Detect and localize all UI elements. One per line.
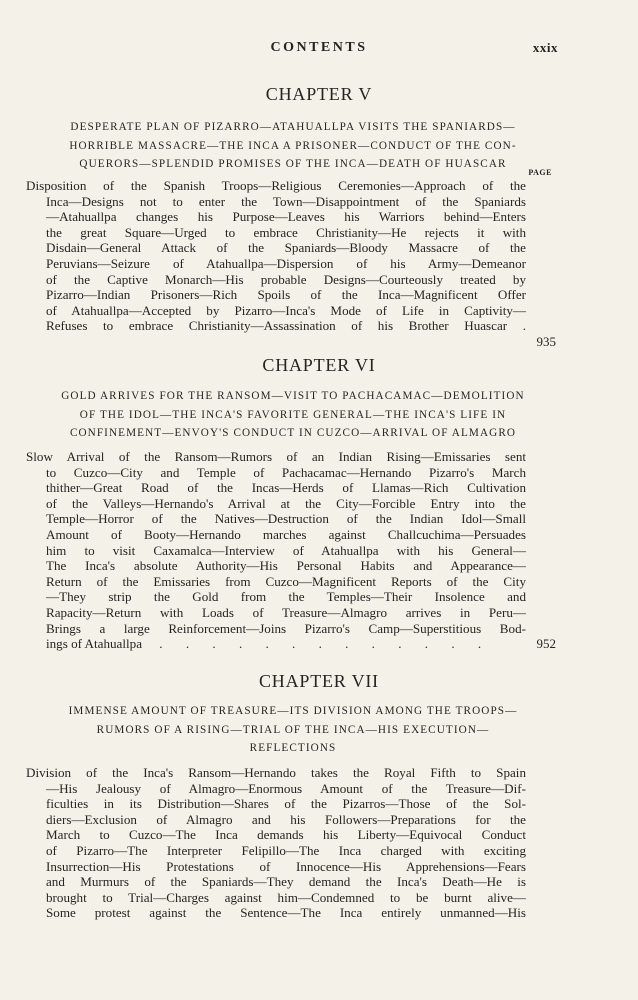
chapter-5-synopsis-line: QUERORS—SPLENDID PROMISES OF THE INCA—DEATH OF HUASCAR: [79, 158, 507, 170]
contents-line: Slow Arrival of the Ransom—Rumors of an Indian Rising—Emissaries sent: [26, 449, 526, 464]
running-head: [0, 40, 638, 60]
contents-line: Amount of Booty—Hernando marches against Challcuchima—Persuades: [46, 526, 526, 542]
page-column-label: PAGE: [528, 168, 552, 177]
contents-line: Insurrection—His Protestations of Innocence—His Apprehensions—Fears: [46, 858, 526, 874]
contents-line: of the Captive Monarch—His probable Designs—Courteously treated by: [46, 271, 526, 287]
contents-line: Inca—Designs not to enter the Town—Disappointment of the Spaniards: [46, 193, 526, 209]
chapter-6-contents: [26, 449, 526, 652]
chapter-5-synopsis-line: HORRIBLE MASSACRE—THE INCA A PRISONER—CONDUCT OF THE CON-: [69, 139, 517, 152]
chapter-5-synopsis: [28, 118, 558, 174]
chapter-6-page-number: 952: [536, 636, 556, 651]
chapter-7-synopsis-line: RUMORS OF A RISING—TRIAL OF THE INCA—HIS EXECUTION—: [96, 723, 490, 736]
contents-line: Brings a large Reinforcement—Joins Pizarro's Camp—Superstitious Bod-: [46, 620, 526, 636]
contents-line: Pizarro—Indian Prisoners—Rich Spoils of the Inca—Magnificent Offer: [46, 287, 526, 303]
contents-line: Division of the Inca's Ransom—Hernando takes the Royal Fifth to Spain: [26, 765, 526, 780]
contents-line: of Atahuallpa—Accepted by Pizarro—Inca's Mode of Life in Captivity—: [46, 302, 526, 318]
chapter-5-synopsis-line: DESPERATE PLAN OF PIZARRO—ATAHUALLPA VISITS THE SPANIARDS—: [70, 121, 516, 133]
contents-line: Refuses to embrace Christianity—Assassination of his Brother Huascar .: [46, 318, 526, 334]
chapter-6-title: CHAPTER VI: [262, 355, 376, 375]
contents-line: thither—Great Road of the Incas—Herds of Llamas—Rich Cultivation: [46, 480, 526, 496]
contents-line: The Inca's absolute Authority—His Personal Habits and Appearance—: [46, 558, 526, 574]
chapter-7-synopsis-line: IMMENSE AMOUNT OF TREASURE—ITS DIVISION AMONG THE TROOPS—: [68, 705, 518, 717]
chapter-7-synopsis-line: REFLECTIONS: [249, 742, 337, 754]
contents-line: diers—Exclusion of Almagro and his Followers—Preparations for the: [46, 811, 526, 827]
chapter-5-contents: [26, 178, 526, 334]
contents-line: —They strip the Gold from the Temples—Their Insolence and: [46, 589, 526, 605]
contents-line: Disposition of the Spanish Troops—Religious Ceremonies—Approach of the: [26, 178, 526, 193]
chapter-6-synopsis-line: OF THE IDOL—THE INCA'S FAVORITE GENERAL—THE INCA'S LIFE IN: [79, 408, 507, 421]
contents-line: and Murmurs of the Spaniards—They demand the Inca's Death—He is: [46, 874, 526, 890]
chapter-5-page-number: 935: [536, 334, 556, 349]
contents-line: Disdain—General Attack of the Spaniards—Bloody Massacre of the: [46, 240, 526, 256]
contents-line: the great Square—Urged to embrace Christianity—He rejects it with: [46, 224, 526, 240]
chapter-7-title: CHAPTER VII: [259, 671, 379, 691]
contents-line: of Pizarro—The Interpreter Felipillo—The Inca charged with exciting: [46, 842, 526, 858]
contents-line: —Atahuallpa changes his Purpose—Leaves his Warriors behind—Enters: [46, 209, 526, 225]
chapter-7-contents: [26, 765, 526, 921]
contents-line: ficulties in its Distribution—Shares of the Pizarros—Those of the Sol-: [46, 796, 526, 812]
contents-line: to Cuzco—City and Temple of Pachacamac—Hernando Pizarro's March: [46, 464, 526, 480]
running-head-title: CONTENTS: [270, 40, 368, 55]
contents-line: Rapacity—Return with Loads of Treasure—Almagro arrives in Peru—: [46, 604, 526, 620]
contents-line: Return of the Emissaries from Cuzco—Magnificent Reports of the City: [46, 573, 526, 589]
contents-line: Peruvians—Seizure of Atahuallpa—Dispersion of his Army—Demeanor: [46, 255, 526, 271]
chapter-7-synopsis: [28, 702, 558, 758]
chapter-6-synopsis-line: CONFINEMENT—ENVOY'S CONDUCT IN CUZCO—ARRIVAL OF ALMAGRO: [69, 427, 517, 439]
chapter-5-title: CHAPTER V: [265, 84, 373, 104]
contents-line-text: ings of Atahuallpa: [46, 636, 143, 652]
contents-line: of the Valleys—Hernando's Arrival at the City—Forcible Entry into the: [46, 495, 526, 511]
chapter-6-synopsis: [28, 387, 558, 443]
contents-line: him to visit Caxamalca—Interview of Atahuallpa with his General—: [46, 542, 526, 558]
contents-line: March to Cuzco—The Inca demands his Liberty—Equivocal Conduct: [46, 827, 526, 843]
contents-line-last: [26, 636, 526, 652]
contents-line: —His Jealousy of Almagro—Enormous Amount of the Treasure—Dif-: [46, 780, 526, 796]
contents-line: brought to Trial—Charges against him—Condemned to be burnt alive—: [46, 889, 526, 905]
contents-line: Temple—Horror of the Natives—Destruction of the Indian Idol—Small: [46, 511, 526, 527]
contents-line: Some protest against the Sentence—The Inca entirely unmanned—His: [46, 905, 526, 921]
dot-leader: . . . . . . . . . . . . .: [159, 636, 492, 652]
running-head-page-number: xxix: [532, 40, 558, 55]
chapter-6-synopsis-line: GOLD ARRIVES FOR THE RANSOM—VISIT TO PACHACAMAC—DEMOLITION: [61, 390, 525, 402]
